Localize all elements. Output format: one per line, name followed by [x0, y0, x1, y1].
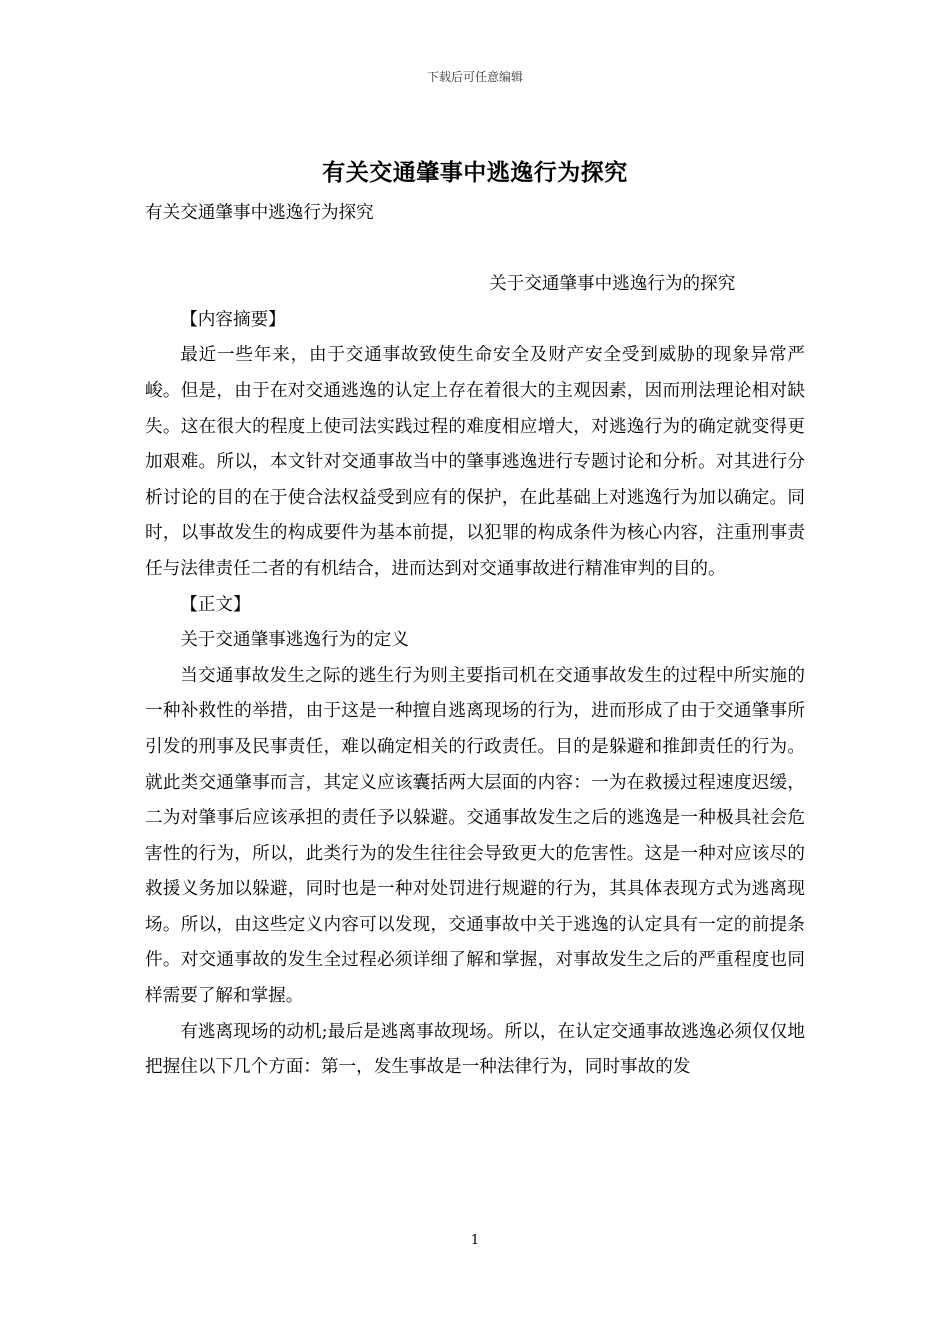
subtitle-left: 有关交通肇事中逃逸行为探究 — [145, 203, 374, 223]
page-number: 1 — [470, 1233, 480, 1248]
blank-line — [145, 232, 805, 268]
document-body — [145, 196, 805, 1086]
abstract-heading: 【内容摘要】 — [180, 309, 286, 330]
section-heading: 关于交通肇事逃逸行为的定义 — [180, 630, 409, 651]
document-title: 有关交通肇事中逃逸行为探究 — [322, 160, 628, 186]
body-heading: 【正文】 — [180, 594, 251, 615]
header-note: 下载后可任意编辑 — [426, 70, 523, 84]
body-paragraph-1: 当交通事故发生之际的逃生行为则主要指司机在交通事故发生的过程中所实施的一种补救性的举措，由于这是一种擅自逃离现场的行为，进而形成了由于交通肇事所引发的刑事及民事责任，难以确定相关的行政责任。目的是躲避和推卸责任的行为。就此类交通肇事而言，其定义应该囊括两大层面的内容：一为在救援过程速度迟缓，二为对肇事后应该承担的责任予以躲避。交通事故发生之后的逃逸是一种极具社会危害性的行为，所以，此类行为的发生往往会导致更大的危害性。这是一种对应该尽的救援义务加以躲避，同时也是一种对处罚进行规避的行为，其具体表现方式为逃离现场。所以，由这些定义内容可以发现，交通事故中关于逃逸的认定具有一定的前提条件。对交通事故的发生全过程必须详细了解和掌握，对事故发生之后的严重程度也同样需要了解和掌握。 — [145, 665, 805, 1007]
subtitle-right: 关于交通肇事中逃逸行为的探究 — [489, 274, 736, 295]
body-paragraph-2: 有逃离现场的动机;最后是逃离事故现场。所以，在认定交通事故逃逸必须仅仅地把握住以下几个方面：第一，发生事故是一种法律行为，同时事故的发 — [145, 1021, 805, 1078]
abstract-paragraph: 最近一些年来，由于交通事故致使生命安全及财产安全受到威胁的现象异常严峻。但是，由于在对交通逃逸的认定上存在着很大的主观因素，因而刑法理论相对缺失。这在很大的程度上使司法实践过程的难度相应增大，对逃逸行为的确定就变得更加艰难。所以，本文针对交通事故当中的肇事逃逸进行专题讨论和分析。对其进行分析讨论的目的在于使合法权益受到应有的保护，在此基础上对逃逸行为加以确定。同时，以事故发生的构成要件为基本前提，以犯罪的构成条件为核心内容，注重刑事责任与法律责任二者的有机结合，进而达到对交通事故进行精准审判的目的。 — [145, 345, 805, 579]
